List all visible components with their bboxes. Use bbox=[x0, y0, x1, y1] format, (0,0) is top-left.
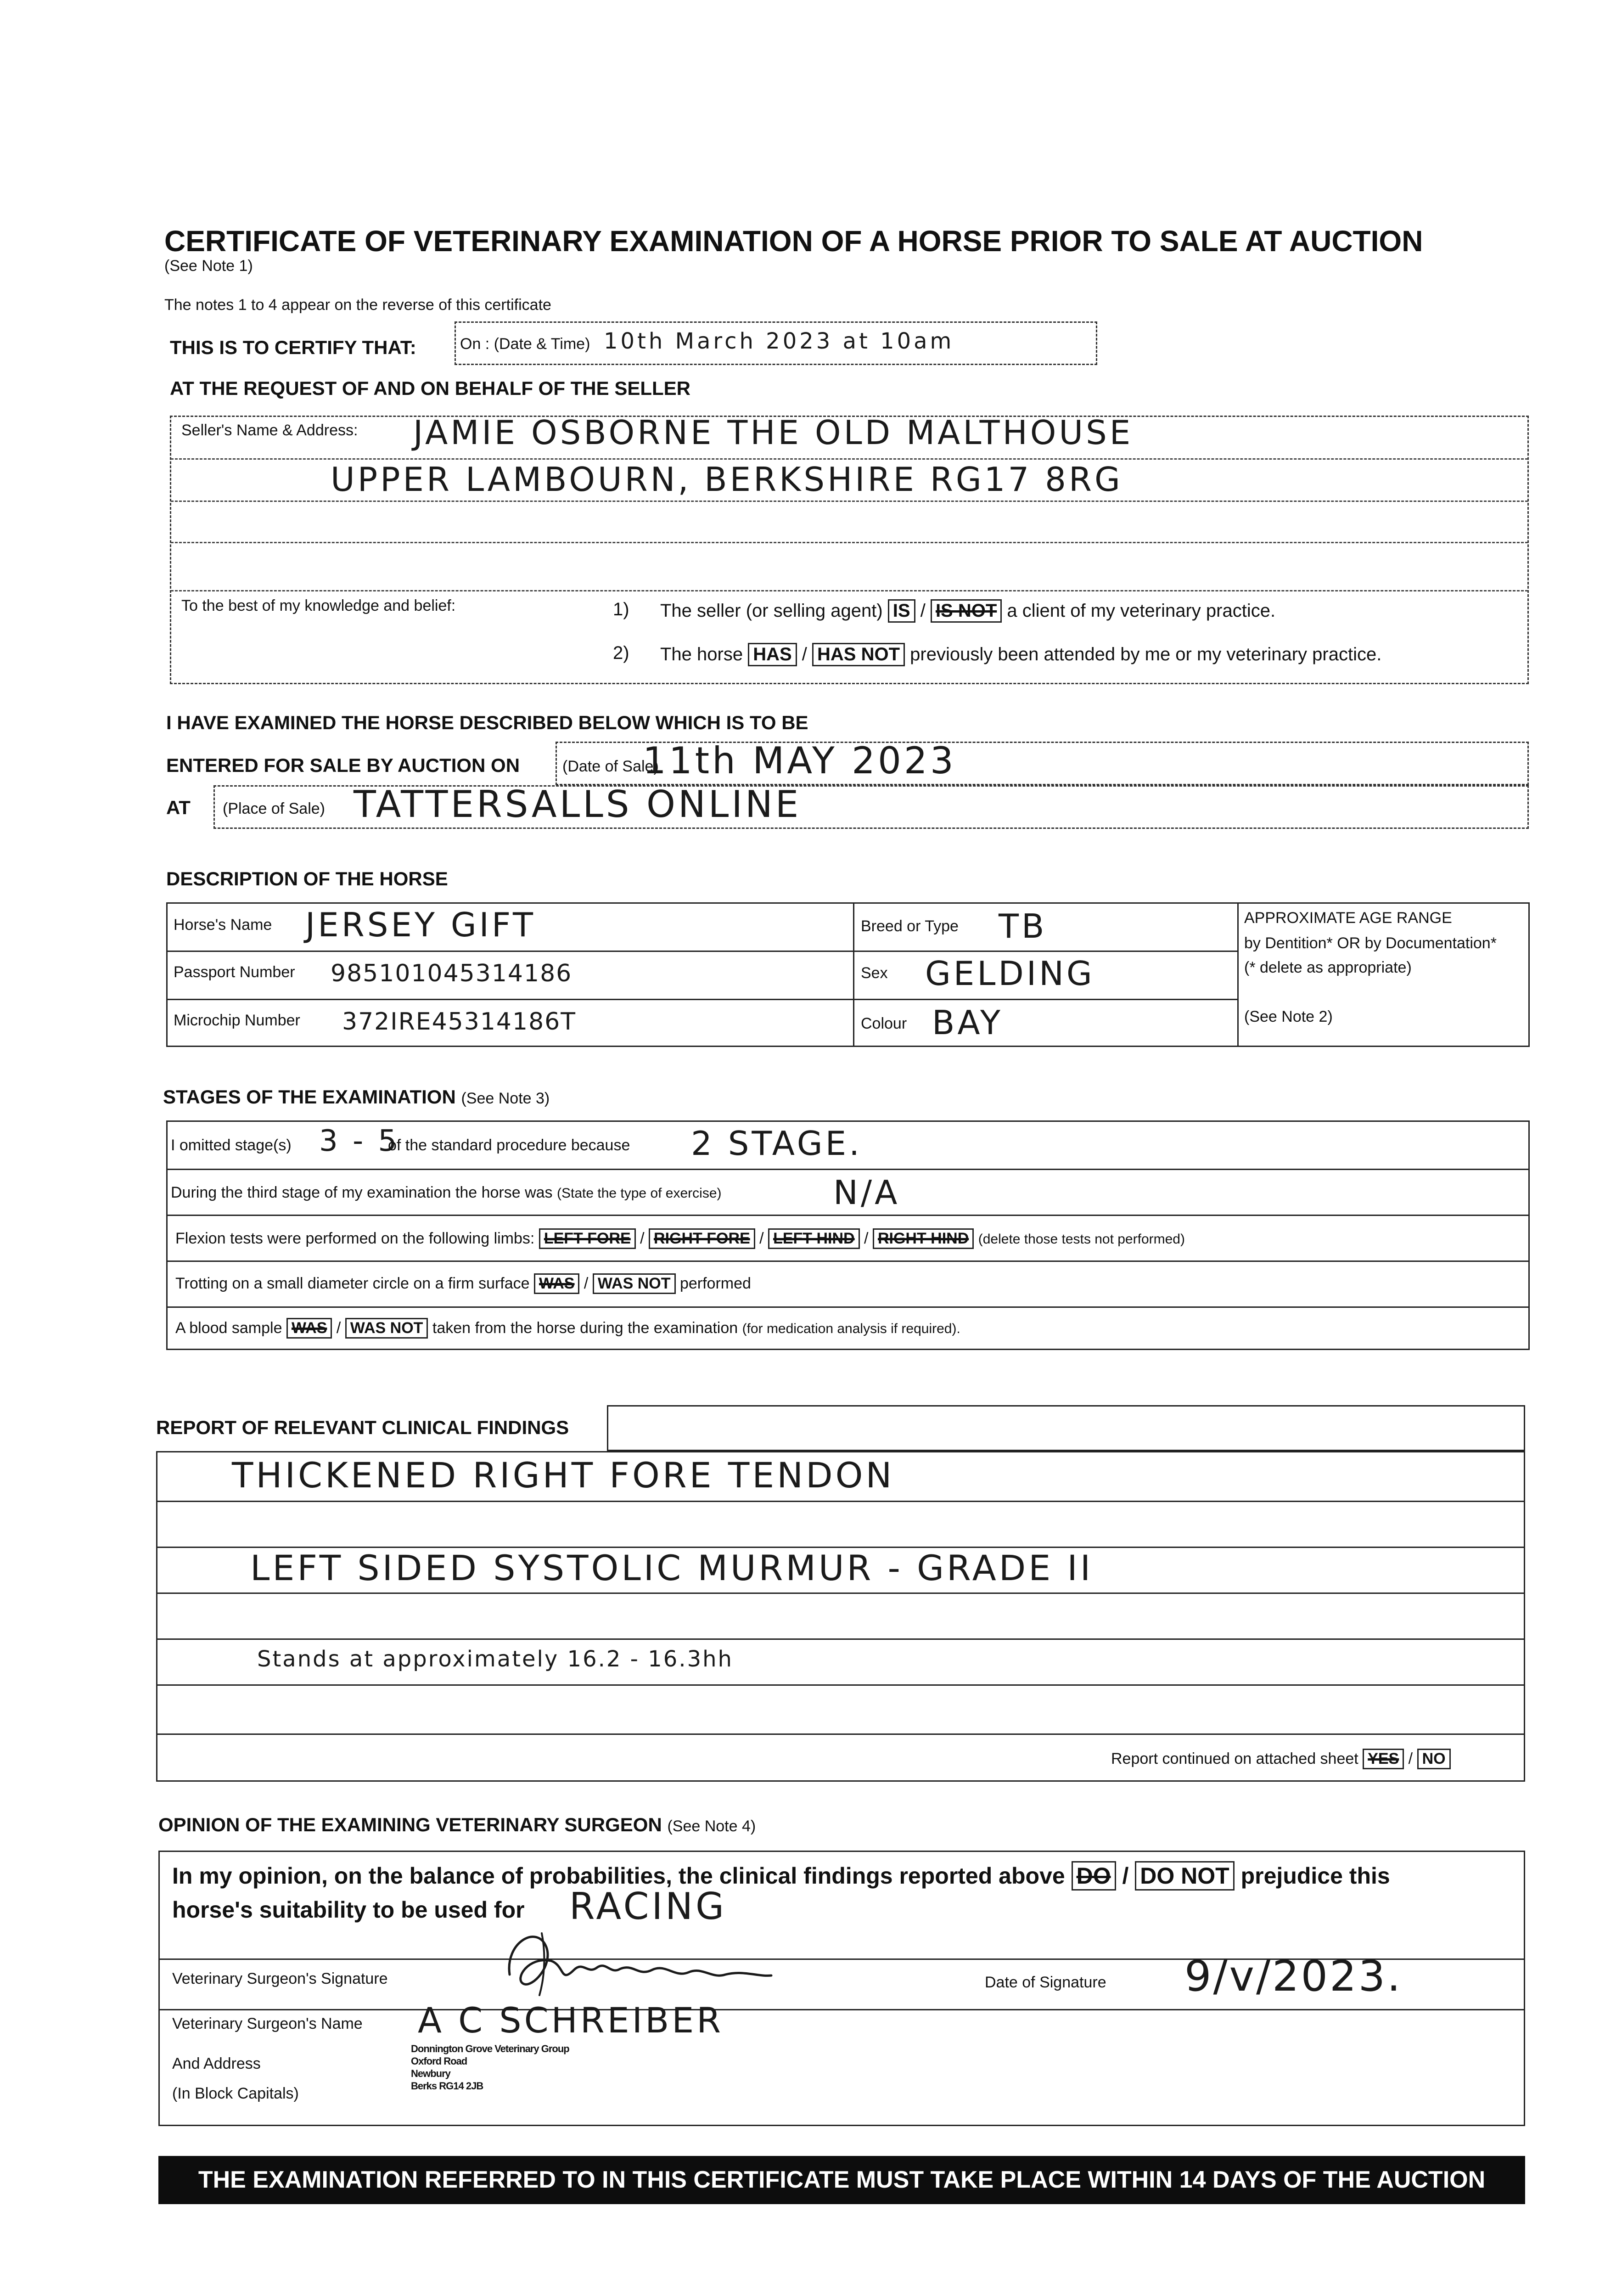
omitted-reason-value: 2 STAGE. bbox=[691, 1124, 862, 1163]
flexion-hint: (delete those tests not performed) bbox=[978, 1232, 1185, 1247]
opinion-text-b: prejudice this bbox=[1240, 1863, 1390, 1889]
table-divider bbox=[853, 902, 854, 1047]
microchip-label: Microchip Number bbox=[174, 1012, 300, 1029]
opinion-heading: OPINION OF THE EXAMINING VETERINARY SURGEON bbox=[158, 1814, 662, 1835]
findings-header-box bbox=[607, 1405, 1525, 1451]
omitted-stages-value: 3 - 5 bbox=[319, 1124, 400, 1158]
third-stage-value: N/A bbox=[833, 1173, 900, 1212]
trotting-was-not: WAS NOT bbox=[593, 1273, 676, 1294]
vet-name-label: Veterinary Surgeon's Name bbox=[172, 2015, 363, 2032]
place-of-sale-value: TATTERSALLS ONLINE bbox=[354, 783, 802, 826]
omitted-label: I omitted stage(s) bbox=[171, 1137, 292, 1154]
date-of-sale-label: (Date of Sale) bbox=[562, 758, 659, 775]
stamp-line: Berks RG14 2JB bbox=[411, 2080, 483, 2092]
flexion-text: Flexion tests were performed on the following limbs: bbox=[175, 1230, 535, 1247]
colour-label: Colour bbox=[861, 1015, 907, 1032]
stages-note: (See Note 3) bbox=[461, 1090, 550, 1107]
statement-2-text: The horse bbox=[660, 644, 743, 664]
passport-label: Passport Number bbox=[174, 963, 295, 981]
opinion-do-struck: DO bbox=[1072, 1861, 1116, 1891]
findings-heading: REPORT OF RELEVANT CLINICAL FINDINGS bbox=[156, 1417, 569, 1438]
flexion-left-fore-struck: LEFT FORE bbox=[539, 1228, 636, 1249]
seller-label: Seller's Name & Address: bbox=[181, 422, 358, 439]
seller-rule bbox=[171, 590, 1528, 591]
request-heading: AT THE REQUEST OF AND ON BEHALF OF THE SELLER bbox=[170, 377, 690, 399]
blood-tail: taken from the horse during the examination bbox=[432, 1319, 738, 1337]
trotting-text: Trotting on a small diameter circle on a firm surface bbox=[175, 1275, 530, 1292]
finding-2: LEFT SIDED SYSTOLIC MURMUR - GRADE II bbox=[250, 1548, 1094, 1588]
horse-name-value: JERSEY GIFT bbox=[305, 906, 536, 944]
breed-value: TB bbox=[999, 907, 1047, 945]
continued-label: Report continued on attached sheet bbox=[1111, 1750, 1358, 1767]
option-has: HAS bbox=[748, 643, 797, 666]
sex-label: Sex bbox=[861, 964, 888, 982]
opinion-text-line-1: In my opinion, on the balance of probabilities, the clinical findings reported above DO / DO NOT prejudice this bbox=[172, 1861, 1390, 1891]
place-of-sale-label: (Place of Sale) bbox=[223, 800, 325, 817]
microchip-value: 372IRE45314186T bbox=[342, 1008, 577, 1035]
stages-rule bbox=[166, 1306, 1530, 1308]
age-range-note: (See Note 2) bbox=[1244, 1008, 1333, 1025]
statement-1-tail: a client of my veterinary practice. bbox=[1007, 601, 1276, 621]
breed-label: Breed or Type bbox=[861, 917, 959, 935]
flexion-line: Flexion tests were performed on the following limbs: LEFT FORE / RIGHT FORE / LEFT HIND / RIGHT HIND (delete those tests not performed) bbox=[175, 1228, 1185, 1249]
continued-no: NO bbox=[1417, 1749, 1451, 1769]
stages-rule bbox=[166, 1169, 1530, 1170]
stamp-line: Oxford Road bbox=[411, 2055, 467, 2067]
table-divider bbox=[166, 951, 1237, 952]
flexion-right-fore-struck: RIGHT FORE bbox=[649, 1228, 755, 1249]
flexion-right-hind-struck: RIGHT HIND bbox=[873, 1228, 974, 1249]
option-is: IS bbox=[888, 599, 915, 623]
third-stage-text: During the third stage of my examination the horse was bbox=[171, 1184, 553, 1201]
omitted-because-label: of the standard procedure because bbox=[388, 1137, 630, 1154]
opinion-use-value: RACING bbox=[569, 1885, 727, 1928]
findings-rule bbox=[156, 1684, 1525, 1686]
third-stage-label bbox=[171, 1184, 722, 1202]
findings-rule bbox=[156, 1733, 1525, 1735]
stages-heading: STAGES OF THE EXAMINATION bbox=[163, 1086, 456, 1108]
date-of-sale-value: 11th MAY 2023 bbox=[643, 739, 956, 782]
findings-rule bbox=[156, 1501, 1525, 1502]
practice-stamp bbox=[411, 2043, 569, 2092]
age-range-delete: (* delete as appropriate) bbox=[1244, 959, 1412, 976]
third-stage-hint: (State the type of exercise) bbox=[557, 1186, 722, 1201]
notes-line: The notes 1 to 4 appear on the reverse of this certificate bbox=[164, 296, 551, 314]
trotting-line: Trotting on a small diameter circle on a firm surface WAS / WAS NOT performed bbox=[175, 1273, 751, 1294]
entered-label: ENTERED FOR SALE BY AUCTION ON bbox=[166, 754, 520, 776]
seller-rule bbox=[171, 542, 1528, 543]
stages-rule bbox=[166, 1215, 1530, 1216]
stages-heading-line bbox=[163, 1086, 550, 1108]
stamp-line: Newbury bbox=[411, 2068, 450, 2079]
title-note: (See Note 1) bbox=[164, 257, 253, 275]
blood-was-not: WAS NOT bbox=[345, 1318, 428, 1339]
age-range-by: by Dentition* OR by Documentation* bbox=[1244, 934, 1497, 952]
trotting-tail: performed bbox=[679, 1275, 751, 1292]
knowledge-label: To the best of my knowledge and belief: bbox=[181, 597, 456, 614]
vet-signature bbox=[496, 1915, 790, 2002]
certify-label: THIS IS TO CERTIFY THAT: bbox=[170, 337, 416, 358]
seller-line-1: JAMIE OSBORNE THE OLD MALTHOUSE bbox=[413, 413, 1134, 452]
blood-was-struck: WAS bbox=[286, 1318, 332, 1339]
date-of-signature-value: 9/v/2023. bbox=[1184, 1952, 1403, 2001]
statement-1-text: The seller (or selling agent) bbox=[660, 601, 883, 621]
opinion-text-a: In my opinion, on the balance of probabilities, the clinical findings reported above bbox=[172, 1863, 1065, 1889]
findings-rule bbox=[156, 1593, 1525, 1594]
option-is-not-struck: IS NOT bbox=[931, 599, 1002, 623]
footer-banner: THE EXAMINATION REFERRED TO IN THIS CERTIFICATE MUST TAKE PLACE WITHIN 14 DAYS OF THE AUCTION bbox=[158, 2156, 1525, 2204]
certificate-title: CERTIFICATE OF VETERINARY EXAMINATION OF A HORSE PRIOR TO SALE AT AUCTION bbox=[164, 225, 1423, 258]
description-heading: DESCRIPTION OF THE HORSE bbox=[166, 868, 448, 889]
statement-1-number: 1) bbox=[613, 599, 629, 619]
at-label: AT bbox=[166, 797, 191, 818]
continued-yes-struck: YES bbox=[1363, 1749, 1404, 1769]
statement-2-tail: previously been attended by me or my veterinary practice. bbox=[910, 644, 1382, 664]
trotting-was-struck: WAS bbox=[534, 1273, 579, 1294]
sex-value: GELDING bbox=[925, 954, 1095, 993]
age-range-title: APPROXIMATE AGE RANGE bbox=[1244, 909, 1452, 927]
continued-line: Report continued on attached sheet YES / NO bbox=[1111, 1749, 1451, 1769]
finding-3: Stands at approximately 16.2 - 16.3hh bbox=[257, 1646, 733, 1672]
statement-1: The seller (or selling agent) IS / IS NOT a client of my veterinary practice. bbox=[660, 599, 1275, 623]
blood-hint: (for medication analysis if required). bbox=[742, 1321, 960, 1336]
horse-name-label: Horse's Name bbox=[174, 916, 272, 934]
signature-stroke bbox=[509, 1937, 771, 1985]
statement-2: The horse HAS / HAS NOT previously been attended by me or my veterinary practice. bbox=[660, 643, 1381, 666]
on-label: On : (Date & Time) bbox=[460, 335, 590, 353]
vet-name-value: A C SCHREIBER bbox=[418, 2000, 724, 2041]
colour-value: BAY bbox=[932, 1003, 1004, 1042]
opinion-text-c: horse's suitability to be used for bbox=[172, 1897, 525, 1923]
signature-stroke bbox=[539, 1933, 544, 1995]
blood-line: A blood sample WAS / WAS NOT taken from the horse during the examination (for medication analysis if required). bbox=[175, 1318, 960, 1339]
seller-rule bbox=[171, 501, 1528, 502]
finding-1: THICKENED RIGHT FORE TENDON bbox=[232, 1455, 895, 1496]
findings-rule bbox=[156, 1638, 1525, 1640]
block-capitals-label: (In Block Capitals) bbox=[172, 2085, 299, 2102]
seller-rule bbox=[171, 458, 1528, 460]
and-address-label: And Address bbox=[172, 2055, 261, 2072]
examined-heading: I HAVE EXAMINED THE HORSE DESCRIBED BELOW WHICH IS TO BE bbox=[166, 712, 808, 733]
on-value: 10th March 2023 at 10am bbox=[604, 328, 954, 354]
blood-text: A blood sample bbox=[175, 1319, 282, 1337]
stages-rule bbox=[166, 1261, 1530, 1262]
option-has-not: HAS NOT bbox=[812, 643, 905, 666]
date-of-signature-label: Date of Signature bbox=[985, 1974, 1106, 1991]
table-divider bbox=[166, 999, 1237, 1000]
flexion-left-hind-struck: LEFT HIND bbox=[768, 1228, 860, 1249]
seller-line-2: UPPER LAMBOURN, BERKSHIRE RG17 8RG bbox=[331, 460, 1123, 499]
statement-2-number: 2) bbox=[613, 643, 629, 663]
opinion-heading-line bbox=[158, 1814, 756, 1836]
opinion-rule bbox=[158, 2009, 1525, 2010]
passport-value: 985101045314186 bbox=[331, 960, 572, 987]
opinion-note: (See Note 4) bbox=[667, 1818, 756, 1835]
stamp-line: Donnington Grove Veterinary Group bbox=[411, 2043, 569, 2054]
table-divider bbox=[1237, 902, 1239, 1047]
opinion-do-not: DO NOT bbox=[1135, 1861, 1234, 1891]
signature-label: Veterinary Surgeon's Signature bbox=[172, 1970, 388, 1987]
